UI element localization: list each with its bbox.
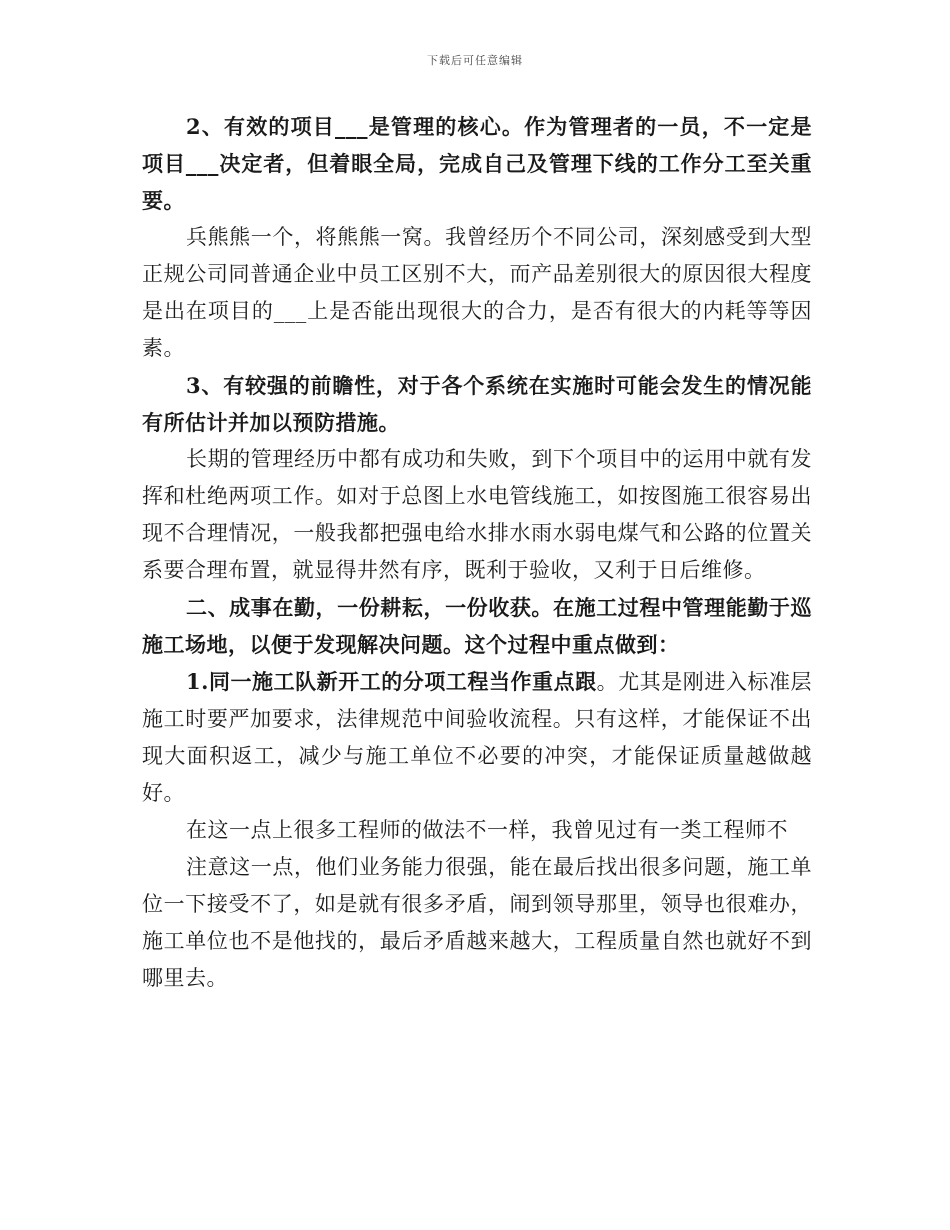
paragraph-body-2: 长期的管理经历中都有成功和失败，到下个项目中的运用中就有发挥和杜绝两项工作。如对于总图上水电管线施工，如按图施工很容易出现不合理情况，一般我都把强电给水排水雨水弱电煤气和公路的位置关系要合理布置，就显得井然有序，既利于验收，又利于日后维修。 xyxy=(142,447,812,582)
paragraph-body-3-first-line: 在这一点上很多工程师的做法不一样，我曾见过有一类工程师不 xyxy=(186,818,788,842)
paragraph-body-1: 兵熊熊一个，将熊熊一窝。我曾经历个不同公司，深刻感受到大型正规公司同普通企业中员工区别不大，而产品差别很大的原因很大程度是出在项目的___上是否能出现很大的合力，是否有很大的内耗等等因素。 xyxy=(142,225,812,360)
paragraph-section-heading: 二、成事在勤，一份耕耘，一份收获。在施工过程中管理能勤于巡施工场地，以便于发现解决问题。这个过程中重点做到： xyxy=(142,595,812,657)
paragraph-heading-3: 3、有较强的前瞻性，对于各个系统在实施时可能会发生的情况能有所估计并加以预防措施。 xyxy=(142,373,812,435)
paragraph-point-1 xyxy=(142,663,812,812)
paragraph-body-3-continued: 注意这一点，他们业务能力很强，能在最后找出很多问题，施工单位一下接受不了，如是就有很多矛盾，闹到领导那里，领导也很难办，施工单位也不是他找的，最后矛盾越来越大，工程质量自然也就好不到哪里去。 xyxy=(142,855,812,990)
paragraph-heading-2: 2、有效的项目___是管理的核心。作为管理者的一员，不一定是项目___决定者，但着眼全局，完成自己及管理下线的工作分工至关重要。 xyxy=(142,114,812,213)
page-header: 下载后可任意编辑 xyxy=(427,54,523,67)
document-body xyxy=(142,108,812,997)
point-1-lead: 1.同一施工队新开工的分项工程当作重点跟 xyxy=(186,669,597,694)
point-1-body: 。尤其是刚进入标准层施工时要严加要求，法律规范中间验收流程。只有这样，才能保证不出现大面积返工，减少与施工单位不必要的冲突，才能保证质量越做越好。 xyxy=(142,670,813,805)
